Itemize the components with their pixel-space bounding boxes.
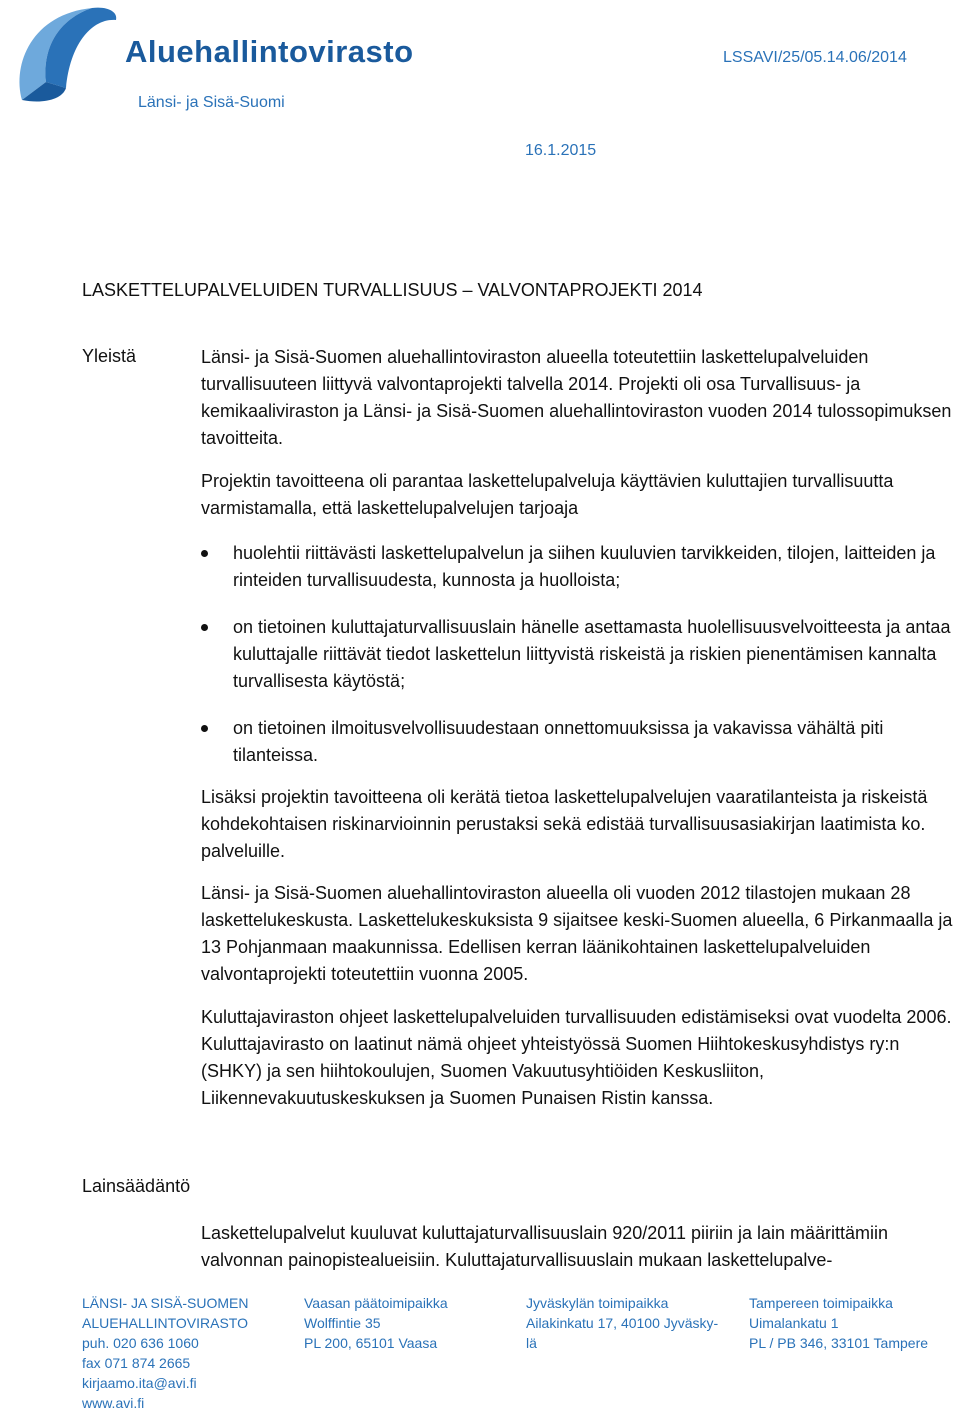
list-item-text: huolehtii riittävästi laskettelupalvelun ja siihen kuuluvien tarvikkeiden, tilojen, laitteiden ja rinteiden turvallisuudesta, kunnosta ja huolloista; [233, 543, 936, 590]
footer-line: PL 200, 65101 Vaasa [304, 1335, 438, 1351]
footer-line: Ailakinkatu 17, 40100 Jyväsky- [526, 1315, 719, 1331]
goals-list [201, 540, 960, 789]
list-item-text: on tietoinen ilmoitusvelvollisuudestaan onnettomuuksissa ja vakavissa vähältä piti tilanteissa. [233, 718, 884, 765]
footer-line: Wolffintie 35 [304, 1315, 381, 1331]
org-region: Länsi- ja Sisä-Suomi [138, 94, 285, 111]
footer-col-jyvaskyla [526, 1293, 718, 1353]
logo-swoosh-icon [12, 4, 122, 108]
footer-col-vaasa [304, 1293, 448, 1353]
general-paragraph-5: Kuluttajaviraston ohjeet laskettelupalveluiden turvallisuuden edistämiseksi ovat vuodelta 2006. Kuluttajavirasto on laatinut nämä ohjeet yhteistyössä Suomen Hiihtokeskusyhdistys ry:n (SHKY) ja sen hiihtokoulujen, Suomen Vakuutusyhtiöiden Keskusliiton, Liikennevakuutuskeskuksen ja Suomen Punaisen Ristin kanssa. [201, 1007, 952, 1108]
footer-line: fax 071 874 2665 [82, 1355, 191, 1371]
footer-col-tampere [749, 1293, 928, 1353]
org-name: Aluehallintovirasto [125, 34, 414, 69]
general-paragraph-1: Länsi- ja Sisä-Suomen aluehallintoviraston alueella toteutettiin laskettelupalveluiden turvallisuuteen liittyvä valvontaprojekti talvella 2014. Projekti oli osa Turvallisuus- ja kemikaaliviraston ja Länsi- ja Sisä-Suomen aluehallintoviraston vuoden 2014 tulossopimuksen tavoitteita. [201, 347, 952, 448]
section-label-law: Lainsäädäntö [82, 1176, 191, 1196]
footer-line: PL / PB 346, 33101 Tampere [749, 1335, 929, 1351]
list-item [201, 614, 960, 695]
section-label-general: Yleistä [82, 346, 137, 366]
avi-logo [12, 4, 414, 111]
footer-line: puh. 020 636 1060 [82, 1335, 199, 1351]
document-date: 16.1.2015 [525, 142, 597, 159]
footer-website[interactable]: www.avi.fi [82, 1395, 145, 1411]
footer-line: Tampereen toimipaikka [749, 1295, 893, 1311]
footer-col-agency [82, 1293, 248, 1413]
bullet-icon [201, 725, 208, 732]
general-paragraph-4: Länsi- ja Sisä-Suomen aluehallintoviraston alueella oli vuoden 2012 tilastojen mukaan 28 laskettelukeskusta. Laskettelukeskuksista 9 sijaitsee keski-Suomen alueella, 6 Pirkanmaalla ja 13 Pohjanmaan maakunnissa. Edellisen kerran läänikohtainen laskettelupalveluiden valvontaprojekti toteutettiin vuonna 2005. [201, 883, 953, 984]
list-item [201, 540, 960, 594]
law-paragraph-1: Laskettelupalvelut kuuluvat kuluttajaturvallisuuslain 920/2011 piiriin ja lain määrittämiin valvonnan painopistealueisiin. Kuluttajaturvallisuuslain mukaan laskettelupalve- [201, 1223, 889, 1270]
footer-email[interactable]: kirjaamo.ita@avi.fi [82, 1375, 197, 1391]
bullet-icon [201, 624, 208, 631]
document-title: LASKETTELUPALVELUIDEN TURVALLISUUS – VALVONTAPROJEKTI 2014 [82, 280, 703, 300]
footer-line: Uimalankatu 1 [749, 1315, 839, 1331]
bullet-icon [201, 550, 208, 557]
footer-line: Vaasan päätoimipaikka [304, 1295, 448, 1311]
footer-line: LÄNSI- JA SISÄ-SUOMEN [82, 1295, 249, 1311]
footer-line: ALUEHALLINTOVIRASTO [82, 1315, 248, 1331]
list-item [201, 715, 960, 769]
general-paragraph-3: Lisäksi projektin tavoitteena oli kerätä tietoa laskettelupalvelujen vaaratilanteista ja riskeistä kohdekohtaisen riskinarvioinnin perustaksi sekä edistää turvallisuusasiakirjan laatimista ko. palveluille. [201, 787, 928, 861]
general-paragraph-2: Projektin tavoitteena oli parantaa laskettelupalveluja käyttävien kuluttajien turvallisuutta varmistamalla, että laskettelupalvelujen tarjoaja [201, 471, 894, 518]
reference-number: LSSAVI/25/05.14.06/2014 [723, 49, 907, 66]
footer-line: Jyväskylän toimipaikka [526, 1295, 669, 1311]
footer-line: lä [526, 1335, 537, 1351]
list-item-text: on tietoinen kuluttajaturvallisuuslain hänelle asettamasta huolellisuusvelvoitteesta ja antaa kuluttajalle riittävät tiedot laskettelun liittyvistä riskeistä ja riskien pienentämisen kannalta turvallisesta käytöstä; [233, 617, 951, 691]
